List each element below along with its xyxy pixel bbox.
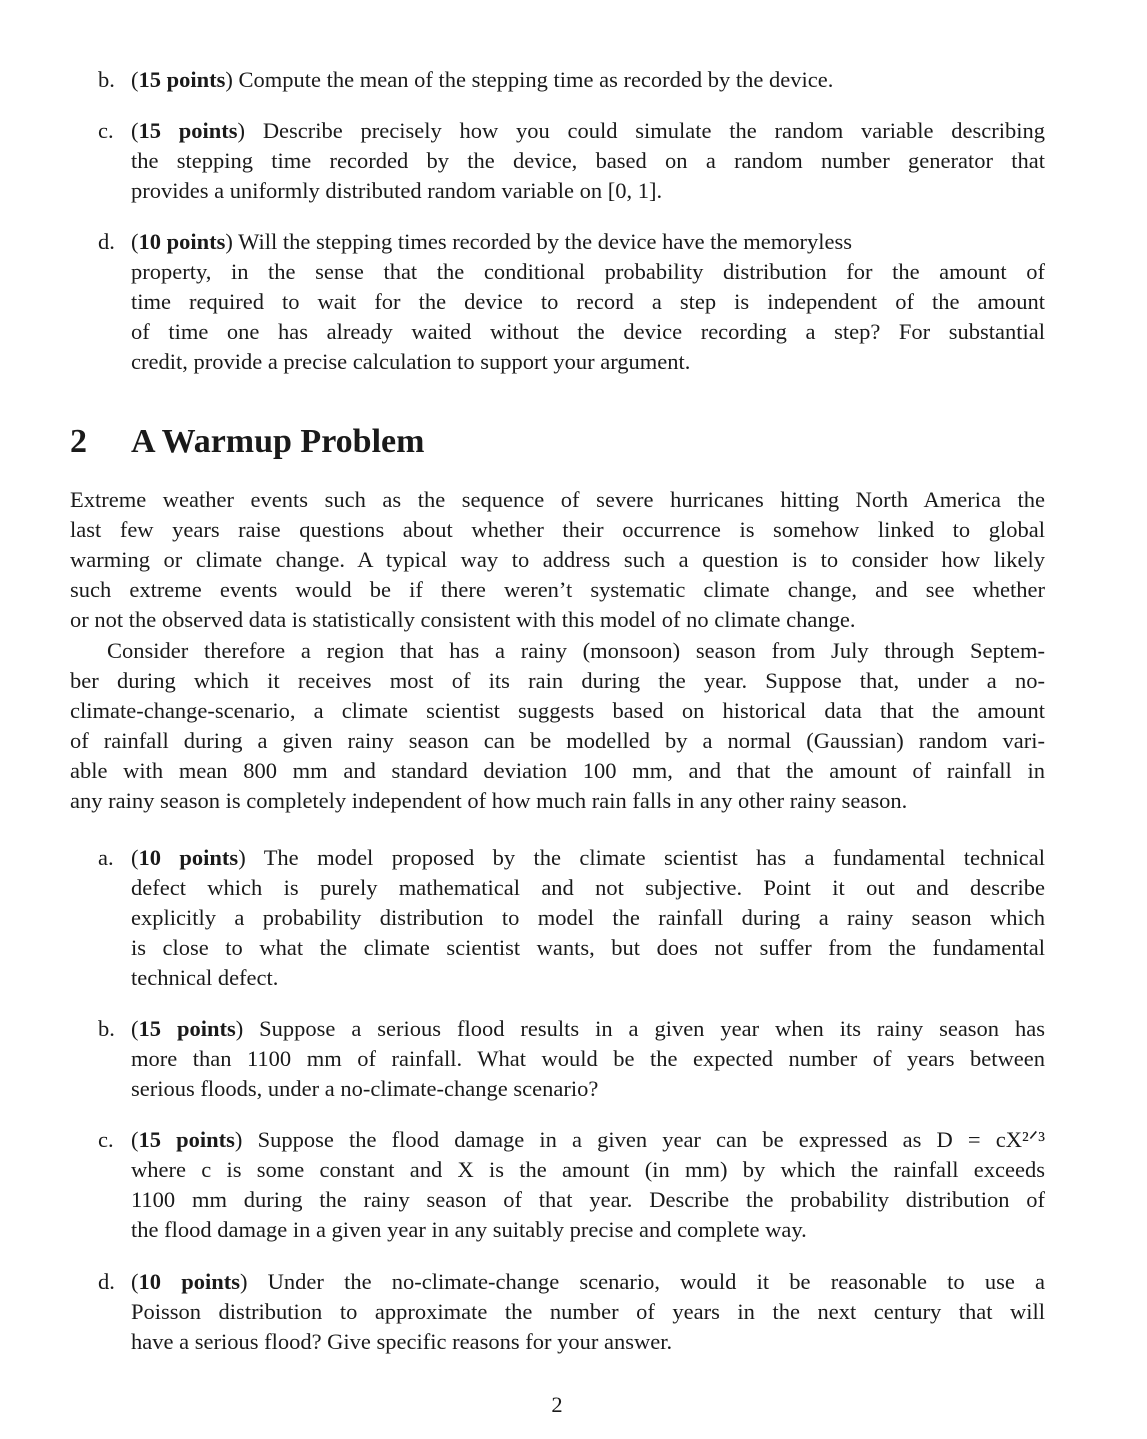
text-line: or not the observed data is statistically consistent with this model of no climate change. (70, 607, 856, 632)
text-line: (10 points) Under the no-climate-change scenario, would it be reasonable to use a (131, 1269, 1045, 1294)
points-label: 10 points (138, 845, 239, 870)
text-line: serious floods, under a no-climate-change scenario? (131, 1076, 599, 1101)
text-line: warming or climate change. A typical way to address such a question is to consider how likely (70, 547, 1045, 572)
problem-item-a (98, 843, 1045, 993)
text-line: able with mean 800 mm and standard deviation 100 mm, and that the amount of rainfall in (70, 758, 1045, 783)
text-line: 1100 mm during the rainy season of that year. Describe the probability distribution of (131, 1187, 1045, 1212)
item-label: b. (98, 67, 115, 92)
page-number: 2 (551, 1392, 563, 1417)
text-line: (15 points) Describe precisely how you could simulate the random variable describing (131, 118, 1045, 143)
section-title: A Warmup Problem (131, 423, 425, 460)
text-line: such extreme events would be if there weren’t systematic climate change, and see whether (70, 577, 1045, 602)
text-line: ber during which it receives most of its rain during the year. Suppose that, under a no- (70, 668, 1045, 693)
item-text: Will the stepping times recorded by the device have the memoryless (238, 229, 853, 254)
item-text: Suppose a serious flood results in a given year when its rainy season has (259, 1016, 1045, 1041)
text-line: (10 points) The model proposed by the climate scientist has a fundamental technical (131, 845, 1045, 870)
text-line: of time one has already waited without the device recording a step? For substantial (131, 319, 1045, 344)
item-text: Describe precisely how you could simulate the random variable describing (262, 118, 1045, 143)
item-text: The model proposed by the climate scientist has a fundamental technical (263, 845, 1045, 870)
text-line: last few years raise questions about whether their occurrence is somehow linked to global (70, 517, 1045, 542)
points-label: 15 points (138, 67, 226, 92)
item-label: d. (98, 1269, 115, 1294)
text-line: climate-change-scenario, a climate scientist suggests based on historical data that the amount (70, 698, 1045, 723)
text-line: credit, provide a precise calculation to support your argument. (131, 349, 691, 374)
text-line: (15 points) Compute the mean of the stepping time as recorded by the device. (131, 67, 834, 92)
item-label: b. (98, 1016, 115, 1041)
problem-item-b (98, 1014, 1045, 1104)
item-label: c. (98, 1127, 114, 1152)
text-line: defect which is purely mathematical and not subjective. Point it out and describe (131, 875, 1045, 900)
points-label: 10 points (138, 229, 226, 254)
text-line: is close to what the climate scientist wants, but does not suffer from the fundamental (131, 935, 1045, 960)
problem-item-d (98, 1267, 1045, 1357)
text-line: where c is some constant and X is the amount (in mm) by which the rainfall exceeds (131, 1157, 1045, 1182)
text-line: the flood damage in a given year in any suitably precise and complete way. (131, 1217, 807, 1242)
text-line: Poisson distribution to approximate the number of years in the next century that will (131, 1299, 1045, 1324)
text-line: Extreme weather events such as the sequence of severe hurricanes hitting North America the (70, 487, 1045, 512)
problem-item-c (98, 1125, 1046, 1245)
points-label: 10 points (138, 1269, 240, 1294)
text-line: (15 points) Suppose the flood damage in a given year can be expressed as D = cX²ᐟ³ (131, 1127, 1046, 1152)
text-line: (10 points) Will the stepping times recorded by the device have the memoryless (131, 229, 853, 254)
item-label: d. (98, 229, 115, 254)
problem-item-c (98, 116, 1045, 206)
points-label: 15 points (138, 118, 238, 143)
points-label: 15 points (138, 1127, 235, 1152)
text-line: (15 points) Suppose a serious flood results in a given year when its rainy season has (131, 1016, 1045, 1041)
section-number: 2 (70, 423, 87, 460)
text-line: have a serious flood? Give specific reasons for your answer. (131, 1329, 673, 1354)
text-line: provides a uniformly distributed random variable on [0, 1]. (131, 178, 663, 203)
text-line: explicitly a probability distribution to model the rainfall during a rainy season which (131, 905, 1045, 930)
points-label: 15 points (138, 1016, 236, 1041)
item-label: c. (98, 118, 114, 143)
text-line: more than 1100 mm of rainfall. What would be the expected number of years between (131, 1046, 1045, 1071)
text-line: time required to wait for the device to record a step is independent of the amount (131, 289, 1045, 314)
text-line: of rainfall during a given rainy season can be modelled by a normal (Gaussian) random vari- (70, 728, 1045, 753)
text-line: Consider therefore a region that has a rainy (monsoon) season from July through Septem- (107, 638, 1045, 663)
paragraph (70, 636, 1045, 816)
problem-item-d (98, 227, 1045, 377)
paragraph (70, 485, 1045, 635)
problem-item-b (98, 65, 1045, 95)
item-text: Compute the mean of the stepping time as recorded by the device. (238, 67, 834, 92)
item-text: Suppose the flood damage in a given year can be expressed as D = cX²ᐟ³ (257, 1127, 1046, 1152)
item-text: Under the no-climate-change scenario, would it be reasonable to use a (267, 1269, 1045, 1294)
text-line: the stepping time recorded by the device, based on a random number generator that (131, 148, 1045, 173)
text-line: technical defect. (131, 965, 279, 990)
text-line: property, in the sense that the conditional probability distribution for the amount of (131, 259, 1045, 284)
text-line: any rainy season is completely independent of how much rain falls in any other rainy season. (70, 788, 908, 813)
item-label: a. (98, 845, 114, 870)
